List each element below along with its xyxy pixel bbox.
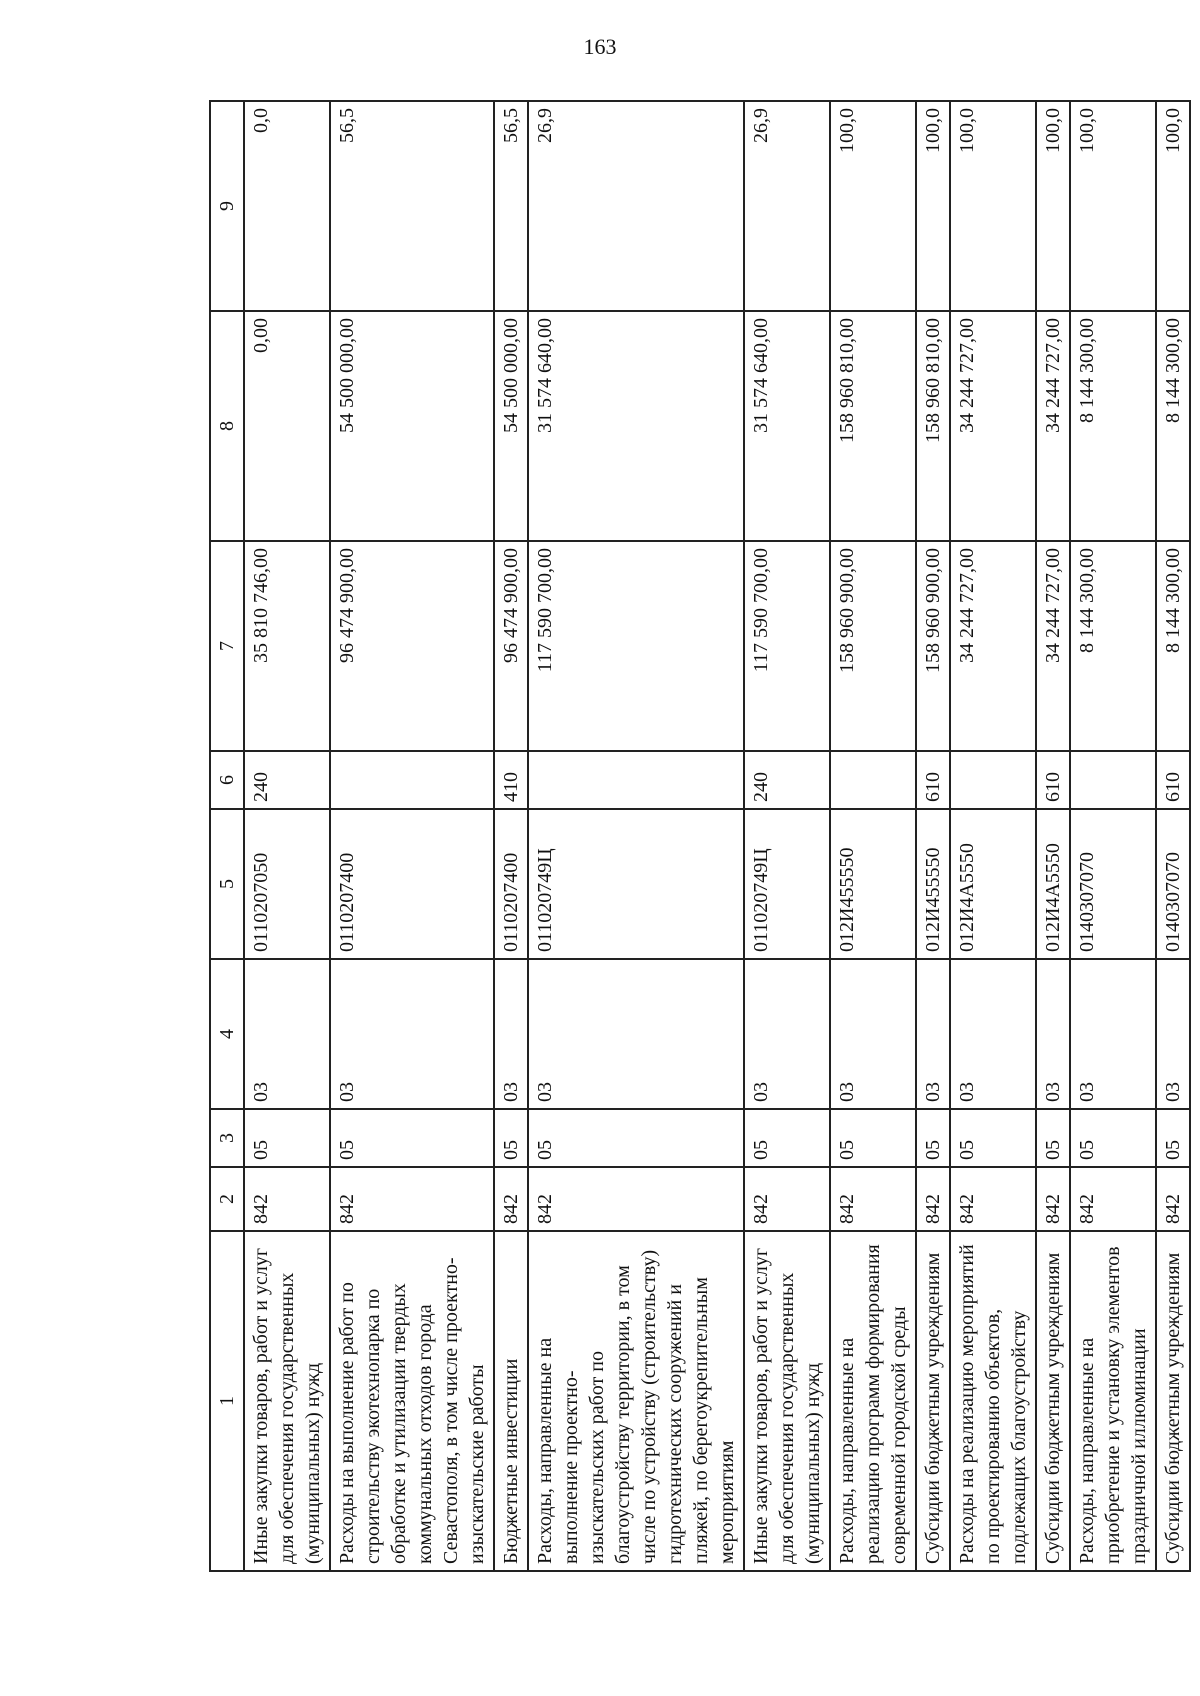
- header-cell: 6: [210, 751, 244, 809]
- cell: [528, 751, 744, 809]
- percent-cell: 26,9: [744, 101, 830, 311]
- cell: 012И455550: [830, 809, 916, 959]
- table-row: [830, 101, 916, 1571]
- table-row: [744, 101, 830, 1571]
- cell: 05: [1156, 1109, 1190, 1167]
- cell: 0110207050: [244, 809, 330, 959]
- cell: 05: [830, 1109, 916, 1167]
- amount-cell: 158 960 810,00: [830, 311, 916, 541]
- budget-table: [209, 100, 1191, 1572]
- cell: 240: [244, 751, 330, 809]
- cell: 03: [244, 959, 330, 1109]
- percent-cell: 100,0: [950, 101, 1036, 311]
- description-cell: Расходы, направленные на выполнение проектно-изыскательских работ по благоустройству территории, в том числе по устройству (строительству) гидротехнических сооружений и пляжей, по берегоукрепительным мероприятиям: [528, 1231, 744, 1571]
- cell: 05: [744, 1109, 830, 1167]
- cell: 842: [494, 1167, 528, 1231]
- rotated-table-container: [209, 102, 1184, 1572]
- cell: 05: [1070, 1109, 1156, 1167]
- percent-cell: 100,0: [916, 101, 950, 311]
- cell: 011020749Ц: [744, 809, 830, 959]
- percent-cell: 100,0: [1070, 101, 1156, 311]
- cell: 05: [950, 1109, 1036, 1167]
- amount-cell: 0,00: [244, 311, 330, 541]
- description-cell: Бюджетные инвестиции: [494, 1231, 528, 1571]
- page-number: 163: [583, 34, 617, 59]
- cell: 03: [916, 959, 950, 1109]
- cell: 03: [1156, 959, 1190, 1109]
- table-row: [1156, 101, 1190, 1571]
- amount-cell: 8 144 300,00: [1156, 541, 1190, 751]
- cell: 0140307070: [1070, 809, 1156, 959]
- table-row: [330, 101, 494, 1571]
- cell: 610: [1156, 751, 1190, 809]
- percent-cell: 100,0: [1036, 101, 1070, 311]
- description-cell: Иные закупки товаров, работ и услуг для обеспечения государственных (муниципальных) нужд: [244, 1231, 330, 1571]
- cell: 842: [244, 1167, 330, 1231]
- cell: 0110207400: [330, 809, 494, 959]
- cell: 03: [528, 959, 744, 1109]
- cell: 012И455550: [916, 809, 950, 959]
- amount-cell: 54 500 000,00: [330, 311, 494, 541]
- cell: 03: [1036, 959, 1070, 1109]
- table-row: [916, 101, 950, 1571]
- amount-cell: 31 574 640,00: [528, 311, 744, 541]
- cell: 842: [1036, 1167, 1070, 1231]
- cell: 842: [330, 1167, 494, 1231]
- amount-cell: 8 144 300,00: [1070, 311, 1156, 541]
- amount-cell: 8 144 300,00: [1070, 541, 1156, 751]
- percent-cell: 100,0: [1156, 101, 1190, 311]
- description-cell: Субсидии бюджетным учреждениям: [1156, 1231, 1190, 1571]
- cell: 05: [494, 1109, 528, 1167]
- amount-cell: 117 590 700,00: [528, 541, 744, 751]
- cell: 05: [244, 1109, 330, 1167]
- cell: [830, 751, 916, 809]
- cell: 240: [744, 751, 830, 809]
- header-cell: 9: [210, 101, 244, 311]
- cell: 842: [1070, 1167, 1156, 1231]
- cell: 03: [330, 959, 494, 1109]
- percent-cell: 100,0: [830, 101, 916, 311]
- description-cell: Расходы, направленные на приобретение и установку элементов праздничной иллюминации: [1070, 1231, 1156, 1571]
- cell: 0140307070: [1156, 809, 1190, 959]
- description-cell: Субсидии бюджетным учреждениям: [916, 1231, 950, 1571]
- percent-cell: 0,0: [244, 101, 330, 311]
- table-row: [528, 101, 744, 1571]
- cell: 0110207400: [494, 809, 528, 959]
- description-cell: Расходы на реализацию мероприятий по проектированию объектов, подлежащих благоустройству: [950, 1231, 1036, 1571]
- cell: 03: [744, 959, 830, 1109]
- cell: 012И4А5550: [1036, 809, 1070, 959]
- amount-cell: 158 960 900,00: [830, 541, 916, 751]
- cell: 610: [916, 751, 950, 809]
- cell: 05: [330, 1109, 494, 1167]
- cell: 05: [916, 1109, 950, 1167]
- table-row: [1036, 101, 1070, 1571]
- cell: 410: [494, 751, 528, 809]
- cell: [950, 751, 1036, 809]
- cell: 03: [830, 959, 916, 1109]
- description-cell: Расходы на выполнение работ по строительству экотехнопарка по обработке и утилизации твердых коммунальных отходов города Севастополя, в том числе проектно-изыскательские работы: [330, 1231, 494, 1571]
- cell: 610: [1036, 751, 1070, 809]
- cell: 03: [494, 959, 528, 1109]
- percent-cell: 26,9: [528, 101, 744, 311]
- table-header-row: [210, 101, 244, 1571]
- header-cell: 8: [210, 311, 244, 541]
- description-cell: Субсидии бюджетным учреждениям: [1036, 1231, 1070, 1571]
- percent-cell: 56,5: [330, 101, 494, 311]
- cell: 842: [950, 1167, 1036, 1231]
- cell: 842: [830, 1167, 916, 1231]
- header-cell: 1: [210, 1231, 244, 1571]
- header-cell: 3: [210, 1109, 244, 1167]
- table-row: [950, 101, 1036, 1571]
- cell: 842: [528, 1167, 744, 1231]
- cell: 842: [1156, 1167, 1190, 1231]
- amount-cell: 34 244 727,00: [950, 311, 1036, 541]
- description-cell: Расходы, направленные на реализацию программ формирования современной городской среды: [830, 1231, 916, 1571]
- cell: 842: [916, 1167, 950, 1231]
- cell: 012И4А5550: [950, 809, 1036, 959]
- amount-cell: 35 810 746,00: [244, 541, 330, 751]
- amount-cell: 31 574 640,00: [744, 311, 830, 541]
- table-row: [1070, 101, 1156, 1571]
- amount-cell: 54 500 000,00: [494, 311, 528, 541]
- amount-cell: 34 244 727,00: [1036, 541, 1070, 751]
- cell: 05: [528, 1109, 744, 1167]
- amount-cell: 8 144 300,00: [1156, 311, 1190, 541]
- cell: 011020749Ц: [528, 809, 744, 959]
- amount-cell: 96 474 900,00: [494, 541, 528, 751]
- header-cell: 7: [210, 541, 244, 751]
- header-cell: 5: [210, 809, 244, 959]
- cell: 05: [1036, 1109, 1070, 1167]
- table-row: [494, 101, 528, 1571]
- amount-cell: 34 244 727,00: [950, 541, 1036, 751]
- cell: 842: [744, 1167, 830, 1231]
- cell: [1070, 751, 1156, 809]
- amount-cell: 117 590 700,00: [744, 541, 830, 751]
- amount-cell: 158 960 900,00: [916, 541, 950, 751]
- cell: 03: [950, 959, 1036, 1109]
- amount-cell: 34 244 727,00: [1036, 311, 1070, 541]
- description-cell: Иные закупки товаров, работ и услуг для обеспечения государственных (муниципальных) нужд: [744, 1231, 830, 1571]
- amount-cell: 158 960 810,00: [916, 311, 950, 541]
- table-row: [244, 101, 330, 1571]
- header-cell: 4: [210, 959, 244, 1109]
- percent-cell: 56,5: [494, 101, 528, 311]
- header-cell: 2: [210, 1167, 244, 1231]
- cell: [330, 751, 494, 809]
- amount-cell: 96 474 900,00: [330, 541, 494, 751]
- cell: 03: [1070, 959, 1156, 1109]
